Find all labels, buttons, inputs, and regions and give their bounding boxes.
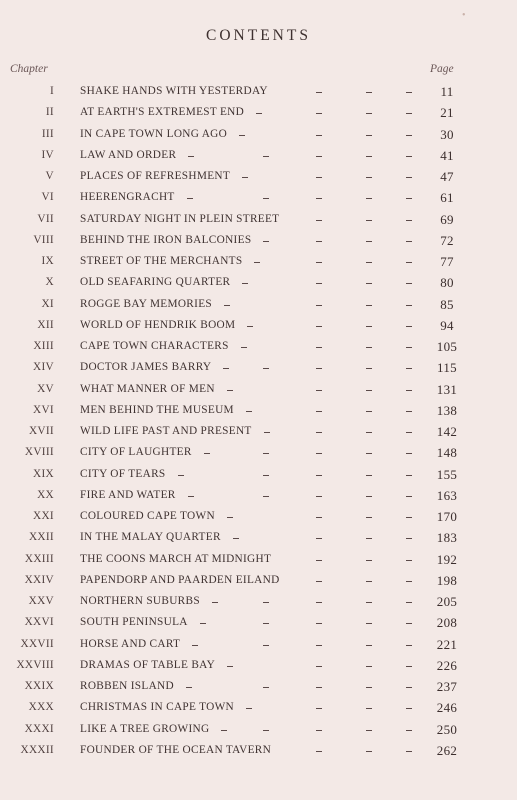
chapter-number: XXV xyxy=(28,595,54,607)
chapter-page-number: 155 xyxy=(436,466,458,482)
leader-dashes xyxy=(300,340,420,354)
chapter-number: IX xyxy=(41,255,54,267)
toc-entry xyxy=(0,574,517,595)
chapter-page-number: 72 xyxy=(440,232,454,248)
leader-dash xyxy=(366,560,372,561)
leader-dash xyxy=(316,687,322,688)
chapter-page-number: 131 xyxy=(436,381,458,397)
chapter-number: XXIX xyxy=(24,680,54,692)
leader-dash xyxy=(406,751,412,752)
chapter-title: IN CAPE TOWN LONG AGO xyxy=(80,127,228,140)
chapter-number: VIII xyxy=(33,233,54,246)
toc-entry xyxy=(0,425,517,446)
leader-dash xyxy=(241,347,247,348)
leader-dash xyxy=(188,156,194,157)
chapter-number: XXVIII xyxy=(16,658,54,671)
toc-entry xyxy=(0,191,517,212)
leader-dash xyxy=(366,581,372,582)
chapter-page-number: 183 xyxy=(436,530,458,546)
toc-entry xyxy=(0,404,517,425)
chapter-page-number: 11 xyxy=(440,84,454,99)
leader-dash xyxy=(233,538,239,539)
leader-dashes xyxy=(300,106,420,120)
chapter-page-number: 30 xyxy=(440,126,454,142)
leader-dash xyxy=(316,92,322,93)
leader-dashes xyxy=(300,298,420,312)
chapter-number: II xyxy=(45,106,54,119)
leader-dash xyxy=(366,113,372,114)
leader-dashes xyxy=(300,213,420,227)
toc-entry xyxy=(0,340,517,361)
chapter-number: XIV xyxy=(33,361,54,374)
toc-entry xyxy=(0,149,517,170)
chapter-title: SATURDAY NIGHT IN PLEIN STREET xyxy=(80,212,280,225)
chapter-title: CAPE TOWN CHARACTERS xyxy=(80,340,229,352)
chapter-title: NORTHERN SUBURBS xyxy=(80,595,200,607)
leader-dash xyxy=(316,305,322,306)
leader-dash xyxy=(263,623,269,624)
leader-dash xyxy=(316,283,322,284)
chapter-title: BEHIND THE IRON BALCONIES xyxy=(80,233,252,246)
leader-dash xyxy=(366,602,372,603)
leader-dash xyxy=(366,623,372,624)
chapter-title: THE COONS MARCH AT MIDNIGHT xyxy=(80,552,272,565)
leader-dash xyxy=(406,220,412,221)
chapter-page-number: 148 xyxy=(436,445,458,461)
leader-dash xyxy=(366,390,372,391)
leader-dash xyxy=(316,177,322,178)
leader-dashes xyxy=(300,85,420,99)
leader-dash xyxy=(186,687,192,688)
leader-dashes xyxy=(300,170,420,184)
leader-dash xyxy=(366,432,372,433)
leader-dash xyxy=(406,453,412,454)
chapter-number: XVII xyxy=(28,425,54,437)
leader-dash xyxy=(366,708,372,709)
leader-dashes xyxy=(300,468,420,482)
leader-dashes xyxy=(300,149,420,163)
leader-dash xyxy=(316,198,322,199)
leader-dash xyxy=(316,135,322,136)
chapter-title: HEERENGRACHT xyxy=(80,191,175,204)
leader-dash xyxy=(316,730,322,731)
toc-entry xyxy=(0,383,517,404)
leader-dashes xyxy=(300,425,420,439)
chapter-page-number: 246 xyxy=(436,700,458,716)
chapter-number: XII xyxy=(37,318,54,331)
chapter-number: XX xyxy=(37,488,54,501)
chapter-page-number: 163 xyxy=(436,487,458,503)
leader-dash xyxy=(366,368,372,369)
leader-dashes xyxy=(300,680,420,694)
leader-dash xyxy=(316,496,322,497)
leader-dash xyxy=(366,220,372,221)
chapter-number: IV xyxy=(41,148,54,161)
chapter-title: FOUNDER OF THE OCEAN TAVERN xyxy=(80,743,272,756)
chapter-number: XVIII xyxy=(24,446,54,459)
leader-dashes xyxy=(300,446,420,460)
toc-entry xyxy=(0,170,517,191)
leader-dash xyxy=(316,666,322,667)
toc-entry xyxy=(0,680,517,701)
chapter-page-number: 61 xyxy=(440,190,454,206)
leader-dash xyxy=(366,262,372,263)
leader-dash xyxy=(316,581,322,582)
leader-dash xyxy=(316,560,322,561)
toc-entry xyxy=(0,255,517,276)
leader-dash xyxy=(263,602,269,603)
leader-dash xyxy=(366,347,372,348)
leader-dash xyxy=(316,411,322,412)
toc-entry xyxy=(0,276,517,297)
toc-entry xyxy=(0,701,517,722)
chapter-title: WHAT MANNER OF MEN xyxy=(80,382,215,395)
leader-dashes xyxy=(300,659,420,673)
leader-dash xyxy=(223,368,229,369)
chapter-page-number: 138 xyxy=(436,402,458,418)
leader-dashes xyxy=(300,510,420,524)
leader-dash xyxy=(366,475,372,476)
leader-dash xyxy=(254,262,260,263)
chapter-number: I xyxy=(49,85,54,97)
leader-dashes xyxy=(300,553,420,567)
chapter-number: XV xyxy=(37,382,54,395)
leader-dash xyxy=(316,368,322,369)
chapter-title: CITY OF LAUGHTER xyxy=(80,446,192,459)
chapter-number: XXX xyxy=(28,701,54,714)
toc-entry xyxy=(0,128,517,149)
leader-dash xyxy=(406,135,412,136)
leader-dash xyxy=(316,347,322,348)
leader-dash xyxy=(406,475,412,476)
leader-dash xyxy=(366,283,372,284)
leader-dash xyxy=(406,730,412,731)
chapter-page-number: 221 xyxy=(436,636,458,652)
leader-dash xyxy=(406,92,412,93)
chapter-number: XVI xyxy=(33,403,54,416)
leader-dash xyxy=(263,453,269,454)
leader-dashes xyxy=(300,319,420,333)
toc-entry xyxy=(0,723,517,744)
chapter-title: LIKE A TREE GROWING xyxy=(80,722,210,735)
leader-dashes xyxy=(300,383,420,397)
leader-dash xyxy=(406,411,412,412)
leader-dashes xyxy=(300,574,420,588)
chapter-title: WORLD OF HENDRIK BOOM xyxy=(80,318,236,331)
leader-dashes xyxy=(300,404,420,418)
leader-dashes xyxy=(300,489,420,503)
chapter-number: III xyxy=(41,127,54,140)
leader-dashes xyxy=(300,701,420,715)
chapter-title: MEN BEHIND THE MUSEUM xyxy=(80,403,234,416)
chapter-number: XI xyxy=(41,297,54,310)
leader-dash xyxy=(227,517,233,518)
leader-dash xyxy=(188,496,194,497)
toc-entry xyxy=(0,553,517,574)
leader-dash xyxy=(406,283,412,284)
leader-dash xyxy=(406,623,412,624)
leader-dash xyxy=(406,390,412,391)
chapter-page-number: 142 xyxy=(436,424,458,439)
chapter-title: DRAMAS OF TABLE BAY xyxy=(80,658,216,671)
leader-dash xyxy=(316,390,322,391)
chapter-title: SOUTH PENINSULA xyxy=(80,616,188,629)
chapter-page-number: 85 xyxy=(440,296,454,312)
toc-entry xyxy=(0,659,517,680)
leader-dashes xyxy=(300,531,420,545)
chapter-number: V xyxy=(45,170,54,182)
toc-entry xyxy=(0,298,517,319)
leader-dashes xyxy=(300,255,420,269)
leader-dash xyxy=(316,113,322,114)
leader-dash xyxy=(406,326,412,327)
leader-dash xyxy=(224,305,230,306)
chapter-page-number: 69 xyxy=(440,211,454,227)
leader-dash xyxy=(256,113,262,114)
toc-entry xyxy=(0,744,517,765)
chapter-title: AT EARTH'S EXTREMEST END xyxy=(80,106,245,119)
toc-entry xyxy=(0,510,517,531)
leader-dash xyxy=(406,538,412,539)
page-smudge-mark: • xyxy=(462,10,466,21)
chapter-number: XIII xyxy=(33,340,54,352)
chapter-number: XIX xyxy=(33,467,54,480)
leader-dash xyxy=(366,241,372,242)
toc-entry xyxy=(0,106,517,127)
chapter-title: ROGGE BAY MEMORIES xyxy=(80,297,212,310)
leader-dash xyxy=(406,241,412,242)
chapter-page-number: 250 xyxy=(436,721,458,737)
leader-dash xyxy=(227,666,233,667)
chapter-title: ROBBEN ISLAND xyxy=(80,680,174,692)
leader-dash xyxy=(406,645,412,646)
leader-dash xyxy=(239,135,245,136)
leader-dashes xyxy=(300,744,420,758)
leader-dash xyxy=(227,390,233,391)
chapter-page-number: 77 xyxy=(440,254,454,269)
chapter-title: FIRE AND WATER xyxy=(80,488,176,501)
chapter-title: IN THE MALAY QUARTER xyxy=(80,531,221,544)
leader-dash xyxy=(406,262,412,263)
leader-dash xyxy=(242,283,248,284)
leader-dash xyxy=(366,751,372,752)
toc-entry xyxy=(0,531,517,552)
leader-dash xyxy=(406,708,412,709)
leader-dash xyxy=(316,220,322,221)
leader-dash xyxy=(187,198,193,199)
leader-dash xyxy=(263,198,269,199)
leader-dash xyxy=(406,113,412,114)
leader-dash xyxy=(366,198,372,199)
leader-dash xyxy=(366,326,372,327)
leader-dash xyxy=(406,560,412,561)
leader-dash xyxy=(316,645,322,646)
chapter-page-number: 80 xyxy=(440,275,454,291)
toc-entry xyxy=(0,319,517,340)
chapter-number: XXXII xyxy=(20,743,54,756)
leader-dash xyxy=(264,432,270,433)
page-column-header: Page xyxy=(430,63,454,75)
leader-dash xyxy=(406,432,412,433)
chapter-title: PAPENDORP AND PAARDEN EILAND xyxy=(80,573,280,586)
leader-dash xyxy=(316,241,322,242)
chapter-title: COLOURED CAPE TOWN xyxy=(80,510,215,522)
leader-dash xyxy=(263,496,269,497)
chapter-page-number: 105 xyxy=(436,339,458,354)
chapter-column-header: Chapter xyxy=(10,63,48,75)
leader-dash xyxy=(316,432,322,433)
leader-dash xyxy=(366,177,372,178)
leader-dash xyxy=(316,602,322,603)
leader-dash xyxy=(263,687,269,688)
leader-dash xyxy=(316,262,322,263)
leader-dash xyxy=(316,623,322,624)
leader-dashes xyxy=(300,276,420,290)
leader-dash xyxy=(366,156,372,157)
chapter-page-number: 170 xyxy=(436,509,458,524)
leader-dashes xyxy=(300,191,420,205)
leader-dash xyxy=(406,496,412,497)
chapter-page-number: 237 xyxy=(436,679,458,694)
leader-dash xyxy=(406,517,412,518)
chapter-title: STREET OF THE MERCHANTS xyxy=(80,255,243,267)
chapter-title: CHRISTMAS IN CAPE TOWN xyxy=(80,701,234,714)
leader-dash xyxy=(406,581,412,582)
chapter-number: XXIV xyxy=(24,573,54,586)
chapter-page-number: 205 xyxy=(436,594,458,609)
chapter-page-number: 21 xyxy=(440,105,454,121)
leader-dash xyxy=(406,602,412,603)
leader-dash xyxy=(366,517,372,518)
leader-dash xyxy=(406,687,412,688)
leader-dash xyxy=(366,730,372,731)
leader-dash xyxy=(204,453,210,454)
toc-entry xyxy=(0,489,517,510)
leader-dash xyxy=(316,517,322,518)
leader-dash xyxy=(246,708,252,709)
chapter-number: X xyxy=(45,276,54,289)
leader-dash xyxy=(263,730,269,731)
chapter-number: XXVI xyxy=(24,616,54,629)
chapter-page-number: 208 xyxy=(436,615,458,631)
leader-dash xyxy=(366,92,372,93)
toc-entry xyxy=(0,213,517,234)
leader-dash xyxy=(366,687,372,688)
leader-dashes xyxy=(300,234,420,248)
leader-dash xyxy=(263,645,269,646)
toc-entry xyxy=(0,468,517,489)
leader-dashes xyxy=(300,616,420,630)
leader-dash xyxy=(316,326,322,327)
leader-dash xyxy=(263,475,269,476)
leader-dash xyxy=(366,538,372,539)
chapter-page-number: 41 xyxy=(440,147,454,163)
chapter-page-number: 47 xyxy=(440,169,454,184)
leader-dashes xyxy=(300,128,420,142)
chapter-title: WILD LIFE PAST AND PRESENT xyxy=(80,425,252,437)
leader-dashes xyxy=(300,638,420,652)
leader-dash xyxy=(316,538,322,539)
chapter-title: CITY OF TEARS xyxy=(80,467,166,480)
leader-dash xyxy=(242,177,248,178)
leader-dash xyxy=(221,730,227,731)
leader-dash xyxy=(406,666,412,667)
chapter-title: PLACES OF REFRESHMENT xyxy=(80,170,231,182)
toc-entry xyxy=(0,595,517,616)
toc-entry xyxy=(0,85,517,106)
chapter-number: XXXI xyxy=(24,722,54,735)
chapter-number: XXIII xyxy=(24,552,54,565)
chapter-page-number: 192 xyxy=(436,551,458,567)
leader-dash xyxy=(366,645,372,646)
chapter-title: DOCTOR JAMES BARRY xyxy=(80,361,212,374)
toc-entry xyxy=(0,234,517,255)
table-of-contents xyxy=(0,85,517,765)
chapter-page-number: 262 xyxy=(436,742,458,758)
leader-dash xyxy=(178,475,184,476)
leader-dash xyxy=(366,496,372,497)
leader-dash xyxy=(247,326,253,327)
toc-entry xyxy=(0,638,517,659)
chapter-page-number: 198 xyxy=(436,572,458,588)
leader-dash xyxy=(316,156,322,157)
chapter-title: SHAKE HANDS WITH YESTERDAY xyxy=(80,85,268,97)
leader-dashes xyxy=(300,361,420,375)
chapter-title: HORSE AND CART xyxy=(80,637,181,650)
leader-dash xyxy=(212,602,218,603)
leader-dashes xyxy=(300,723,420,737)
leader-dash xyxy=(366,305,372,306)
leader-dash xyxy=(406,368,412,369)
chapter-page-number: 94 xyxy=(440,317,454,333)
leader-dash xyxy=(406,347,412,348)
chapter-title: LAW AND ORDER xyxy=(80,148,177,161)
leader-dashes xyxy=(300,595,420,609)
leader-dash xyxy=(316,453,322,454)
chapter-title: OLD SEAFARING QUARTER xyxy=(80,276,231,289)
leader-dash xyxy=(263,368,269,369)
leader-dash xyxy=(406,156,412,157)
leader-dash xyxy=(316,708,322,709)
chapter-number: XXII xyxy=(28,531,54,544)
leader-dash xyxy=(366,411,372,412)
leader-dash xyxy=(406,177,412,178)
toc-entry xyxy=(0,361,517,382)
leader-dash xyxy=(406,305,412,306)
leader-dash xyxy=(366,135,372,136)
leader-dash xyxy=(192,645,198,646)
leader-dash xyxy=(366,666,372,667)
chapter-page-number: 115 xyxy=(437,360,457,376)
chapter-number: VI xyxy=(41,191,54,204)
leader-dash xyxy=(406,198,412,199)
chapter-number: XXI xyxy=(33,510,54,522)
leader-dash xyxy=(263,156,269,157)
chapter-page-number: 226 xyxy=(436,657,458,673)
leader-dash xyxy=(316,475,322,476)
contents-heading: CONTENTS xyxy=(206,27,311,44)
leader-dash xyxy=(316,751,322,752)
leader-dash xyxy=(246,411,252,412)
leader-dash xyxy=(200,623,206,624)
chapter-number: VII xyxy=(37,212,54,225)
leader-dash xyxy=(366,453,372,454)
toc-entry xyxy=(0,616,517,637)
chapter-number: XXVII xyxy=(20,637,54,650)
toc-entry xyxy=(0,446,517,467)
leader-dash xyxy=(263,241,269,242)
